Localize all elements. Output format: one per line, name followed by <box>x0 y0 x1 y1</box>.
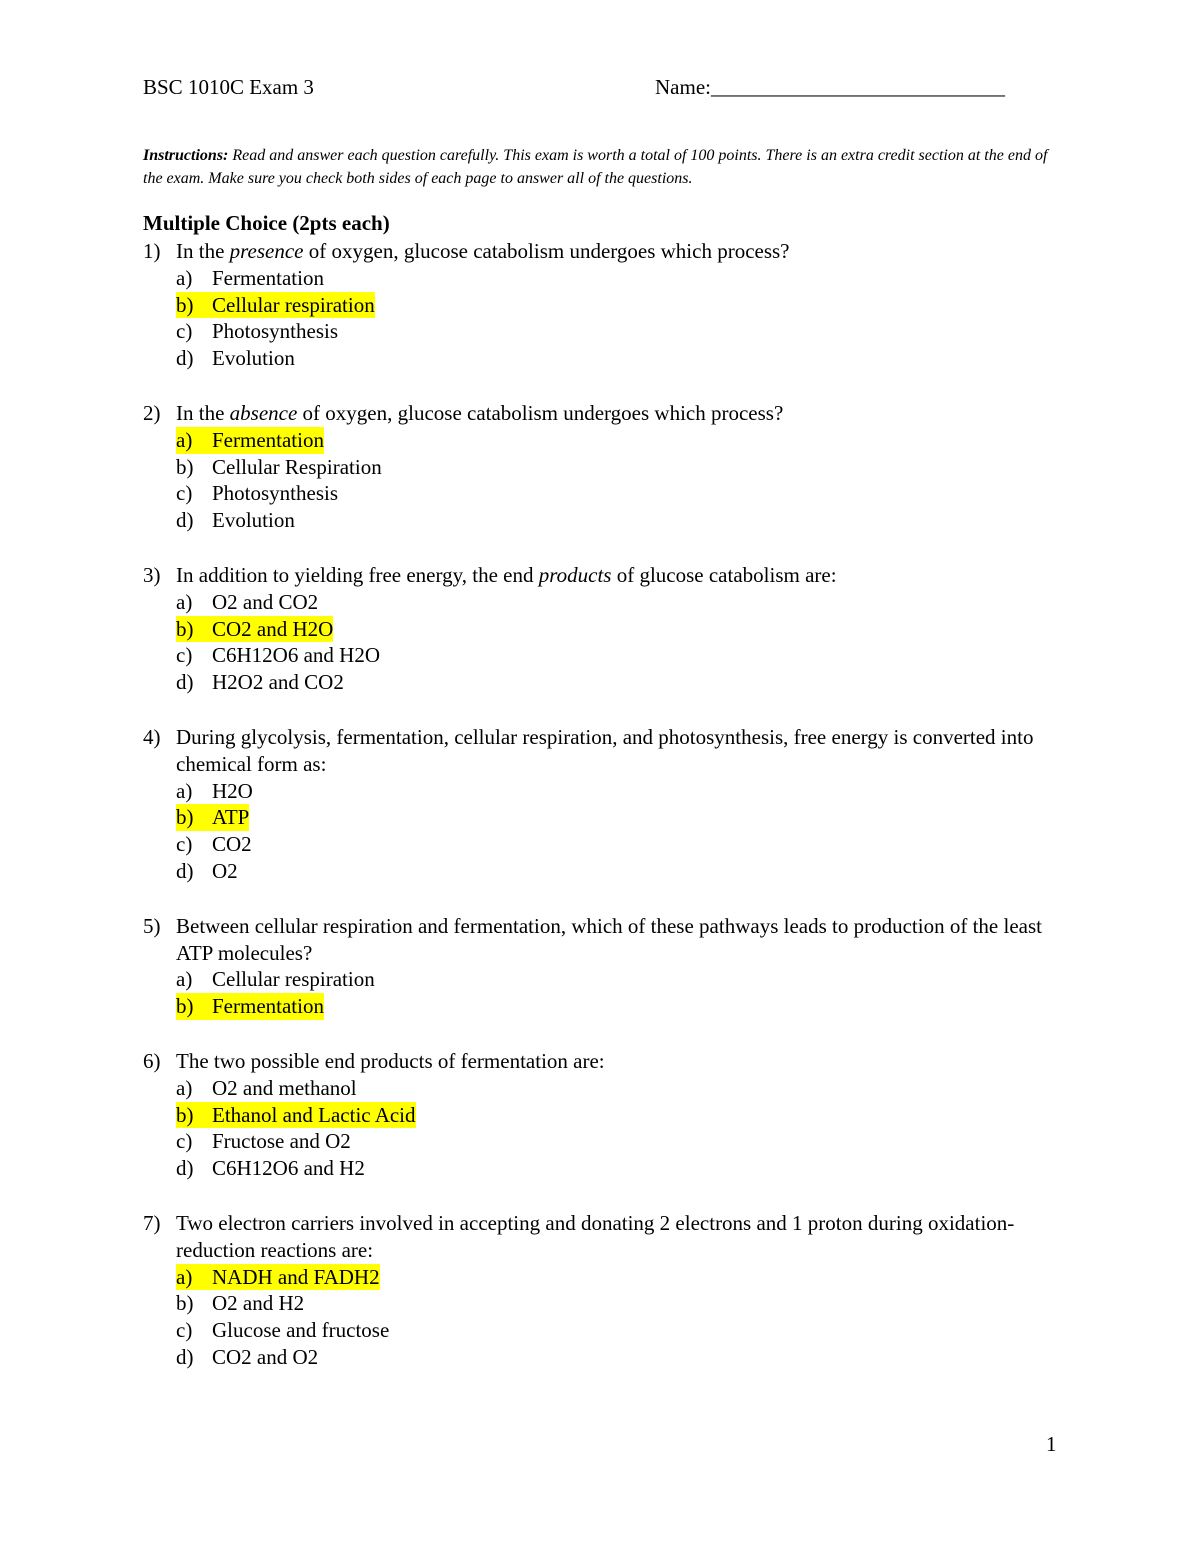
highlighted-answer <box>176 993 324 1020</box>
question-text <box>176 562 1063 589</box>
highlighted-answer <box>176 616 333 643</box>
option-text: Cellular Respiration <box>212 454 382 479</box>
answer-option <box>143 778 1063 805</box>
option-letter: c) <box>176 319 193 344</box>
option-letter: c) <box>176 481 193 506</box>
question-text-end: of oxygen, glucose catabolism undergoes which process? <box>303 239 790 263</box>
answer-option <box>143 831 1063 858</box>
answer-choice <box>176 831 252 858</box>
answer-option <box>143 345 1063 372</box>
answer-option <box>143 804 1063 831</box>
question-stem <box>143 400 1063 427</box>
question-text-start: In the <box>176 239 230 263</box>
option-text: Photosynthesis <box>212 319 339 344</box>
option-text: NADH and FADH2 <box>212 1264 380 1289</box>
option-text: Cellular respiration <box>212 292 375 317</box>
option-letter: d) <box>176 508 194 533</box>
answer-choice <box>176 507 295 534</box>
option-letter: b) <box>176 616 194 641</box>
answer-option <box>143 480 1063 507</box>
option-text: O2 and CO2 <box>212 589 319 614</box>
question-number: 5) <box>143 913 161 938</box>
answer-choice <box>176 858 238 885</box>
highlighted-answer <box>176 1264 380 1291</box>
question-emphasis: absence <box>229 400 298 425</box>
option-text: Photosynthesis <box>212 481 339 506</box>
question-text-start: Between cellular respiration and fermentation, which of these pathways leads to production of the least ATP molecules? <box>176 913 1042 965</box>
question-number: 2) <box>143 400 161 425</box>
option-text: Fermentation <box>212 994 324 1019</box>
instructions <box>143 144 1053 190</box>
option-letter: d) <box>176 346 194 371</box>
option-text: Glucose and fructose <box>212 1318 390 1343</box>
instructions-label: Instructions: <box>143 147 229 164</box>
question-2 <box>143 400 1063 534</box>
answer-option <box>143 669 1063 696</box>
option-letter: a) <box>176 967 193 992</box>
answer-choice <box>176 589 318 616</box>
option-text: Cellular respiration <box>212 967 375 992</box>
question-text-end: of glucose catabolism are: <box>611 562 837 587</box>
answer-choice <box>176 1075 357 1102</box>
answer-option <box>143 589 1063 616</box>
answer-option <box>143 318 1063 345</box>
answer-option <box>143 858 1063 885</box>
course-title: BSC 1010C Exam 3 <box>143 75 314 99</box>
answer-option <box>143 292 1063 319</box>
option-text: Evolution <box>212 346 295 371</box>
answer-option <box>143 966 1063 993</box>
question-text <box>176 400 1063 427</box>
name-field-label: Name:____________________________ <box>655 75 1005 99</box>
answer-choice <box>176 1290 304 1317</box>
option-letter: c) <box>176 643 193 668</box>
question-text <box>176 724 1063 778</box>
question-text-start: Two electron carriers involved in accepting and donating 2 electrons and 1 proton during oxidation-reduction reactions are: <box>176 1210 1015 1262</box>
question-text-start: The two possible end products of fermentation are: <box>176 1048 605 1073</box>
option-text: O2 and H2 <box>212 1291 305 1316</box>
option-letter: b) <box>176 1291 194 1316</box>
option-text: H2O <box>212 778 253 803</box>
question-emphasis: presence <box>229 239 304 263</box>
answer-option <box>143 427 1063 454</box>
answer-option <box>143 1128 1063 1155</box>
option-text: CO2 and O2 <box>212 1344 319 1369</box>
question-stem <box>143 238 1063 265</box>
page-number: 1 <box>1046 1432 1057 1456</box>
option-letter: b) <box>176 1102 194 1127</box>
question-text <box>176 1210 1063 1264</box>
question-number: 6) <box>143 1048 161 1073</box>
option-letter: a) <box>176 427 193 452</box>
question-number: 1) <box>143 239 161 263</box>
answer-choice <box>176 1128 351 1155</box>
question-3 <box>143 562 1063 696</box>
option-letter: b) <box>176 454 194 479</box>
question-number: 4) <box>143 724 161 749</box>
highlighted-answer <box>176 1102 416 1129</box>
option-letter: d) <box>176 670 194 695</box>
question-6 <box>143 1048 1063 1182</box>
answer-choice <box>176 669 344 696</box>
option-letter: a) <box>176 778 193 803</box>
question-text-start: In addition to yielding free energy, the end <box>176 562 539 587</box>
question-stem <box>143 1210 1063 1264</box>
question-text <box>176 238 1063 265</box>
answer-option <box>143 1344 1063 1371</box>
answer-option <box>143 993 1063 1020</box>
answer-option <box>143 507 1063 534</box>
answer-choice <box>176 642 380 669</box>
instructions-text: Read and answer each question carefully. This exam is worth a total of 100 points. There is an extra credit section at the end of the exam. Make sure you check both sides of each page to answer all of the questions. <box>143 147 1048 187</box>
option-letter: a) <box>176 265 193 290</box>
question-list <box>143 238 1063 1399</box>
question-stem <box>143 724 1063 778</box>
answer-choice <box>176 1155 365 1182</box>
answer-option <box>143 265 1063 292</box>
option-letter: b) <box>176 805 194 830</box>
question-stem <box>143 913 1063 967</box>
option-letter: a) <box>176 1075 193 1100</box>
answer-choice <box>176 345 295 372</box>
answer-choice <box>176 1344 318 1371</box>
highlighted-answer <box>176 292 375 319</box>
question-text <box>176 1048 1063 1075</box>
answer-option <box>143 1317 1063 1344</box>
option-letter: d) <box>176 1156 194 1181</box>
option-letter: c) <box>176 1318 193 1343</box>
option-letter: a) <box>176 1264 193 1289</box>
highlighted-answer <box>176 804 249 831</box>
option-text: C6H12O6 and H2 <box>212 1156 365 1181</box>
option-text: Fermentation <box>212 265 324 290</box>
question-number: 3) <box>143 562 161 587</box>
option-text: CO2 and H2O <box>212 616 334 641</box>
option-text: C6H12O6 and H2O <box>212 643 380 668</box>
option-text: O2 <box>212 858 238 883</box>
question-stem <box>143 1048 1063 1075</box>
answer-choice <box>176 966 375 993</box>
question-7 <box>143 1210 1063 1371</box>
answer-option <box>143 642 1063 669</box>
option-text: Ethanol and Lactic Acid <box>212 1102 416 1127</box>
answer-option <box>143 616 1063 643</box>
option-text: Fructose and O2 <box>212 1129 351 1154</box>
question-5 <box>143 913 1063 1020</box>
question-stem <box>143 562 1063 589</box>
question-4 <box>143 724 1063 885</box>
option-letter: d) <box>176 1344 194 1369</box>
question-1 <box>143 238 1063 372</box>
answer-choice <box>176 480 338 507</box>
highlighted-answer <box>176 427 324 454</box>
option-text: Fermentation <box>212 427 324 452</box>
answer-choice <box>176 265 324 292</box>
answer-choice <box>176 1317 389 1344</box>
option-letter: b) <box>176 994 194 1019</box>
option-letter: c) <box>176 1129 193 1154</box>
answer-option <box>143 1155 1063 1182</box>
question-number: 7) <box>143 1210 161 1235</box>
answer-option <box>143 454 1063 481</box>
option-text: CO2 <box>212 832 252 857</box>
question-emphasis: products <box>538 562 612 587</box>
answer-choice <box>176 454 382 481</box>
question-text-start: During glycolysis, fermentation, cellular respiration, and photosynthesis, free energy is converted into chemical form as: <box>176 724 1034 776</box>
answer-choice <box>176 778 253 805</box>
option-letter: d) <box>176 858 194 883</box>
option-letter: c) <box>176 832 193 857</box>
section-title: Multiple Choice (2pts each) <box>143 211 390 235</box>
option-letter: a) <box>176 589 193 614</box>
option-text: ATP <box>212 805 250 830</box>
option-text: H2O2 and CO2 <box>212 670 344 695</box>
option-text: O2 and methanol <box>212 1075 357 1100</box>
answer-option <box>143 1290 1063 1317</box>
answer-option <box>143 1075 1063 1102</box>
question-text <box>176 913 1063 967</box>
question-text-end: of oxygen, glucose catabolism undergoes which process? <box>297 400 784 425</box>
option-letter: b) <box>176 292 194 317</box>
answer-choice <box>176 318 338 345</box>
question-text-start: In the <box>176 400 230 425</box>
answer-option <box>143 1102 1063 1129</box>
option-text: Evolution <box>212 508 295 533</box>
answer-option <box>143 1264 1063 1291</box>
